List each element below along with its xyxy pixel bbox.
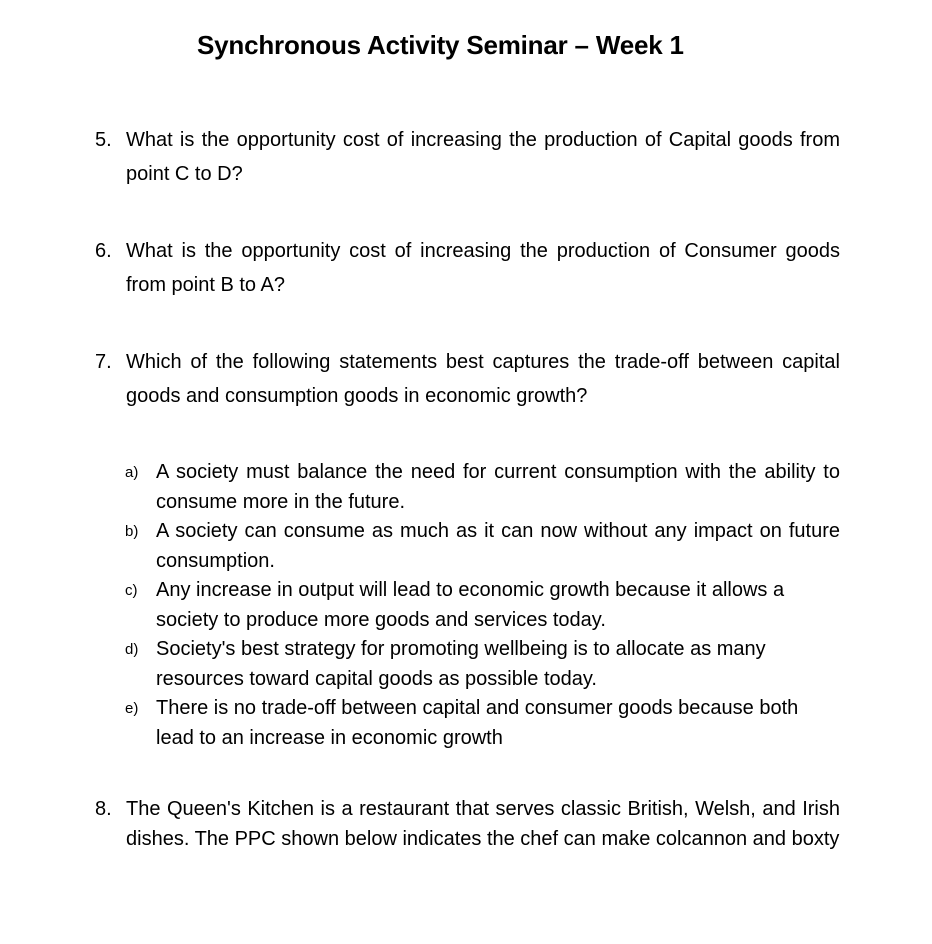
option-a bbox=[125, 458, 840, 517]
option-text: Any increase in output will lead to economic growth because it allows a society to produce more goods and services today. bbox=[156, 579, 785, 631]
option-letter: d) bbox=[125, 641, 139, 658]
option-text: A society can consume as much as it can now without any impact on future consumption. bbox=[156, 520, 840, 572]
question-text: What is the opportunity cost of increasing the production of Consumer goods from point B to A? bbox=[126, 240, 840, 296]
option-letter: c) bbox=[125, 582, 138, 599]
option-b bbox=[125, 517, 840, 576]
option-text: A society must balance the need for current consumption with the ability to consume more in the future. bbox=[156, 461, 840, 513]
question-6 bbox=[95, 234, 840, 302]
question-number: 8. bbox=[95, 798, 112, 820]
question-8 bbox=[95, 794, 840, 854]
option-letter: a) bbox=[125, 464, 139, 481]
question-number: 5. bbox=[95, 129, 112, 151]
question-text: Which of the following statements best captures the trade-off between capital goods and consumption goods in economic growth? bbox=[126, 351, 840, 407]
option-text: Society's best strategy for promoting wellbeing is to allocate as many resources toward capital goods as possible today. bbox=[156, 638, 766, 690]
question-text: What is the opportunity cost of increasing the production of Capital goods from point C to D? bbox=[126, 129, 840, 185]
option-c bbox=[125, 576, 840, 635]
question-5 bbox=[95, 123, 840, 191]
question-text: The Queen's Kitchen is a restaurant that serves classic British, Welsh, and Irish dishes. The PPC shown below indicates the chef can make colcannon and boxty bbox=[126, 798, 840, 850]
answer-options bbox=[125, 458, 840, 753]
page-title: Synchronous Activity Seminar – Week 1 bbox=[197, 30, 684, 60]
option-text: There is no trade-off between capital and consumer goods because both lead to an increase in economic growth bbox=[156, 697, 799, 749]
question-7 bbox=[95, 345, 840, 413]
option-e bbox=[125, 694, 840, 753]
option-letter: b) bbox=[125, 523, 139, 540]
option-letter: e) bbox=[125, 700, 139, 717]
question-number: 7. bbox=[95, 351, 112, 373]
option-d bbox=[125, 635, 840, 694]
question-number: 6. bbox=[95, 240, 112, 262]
